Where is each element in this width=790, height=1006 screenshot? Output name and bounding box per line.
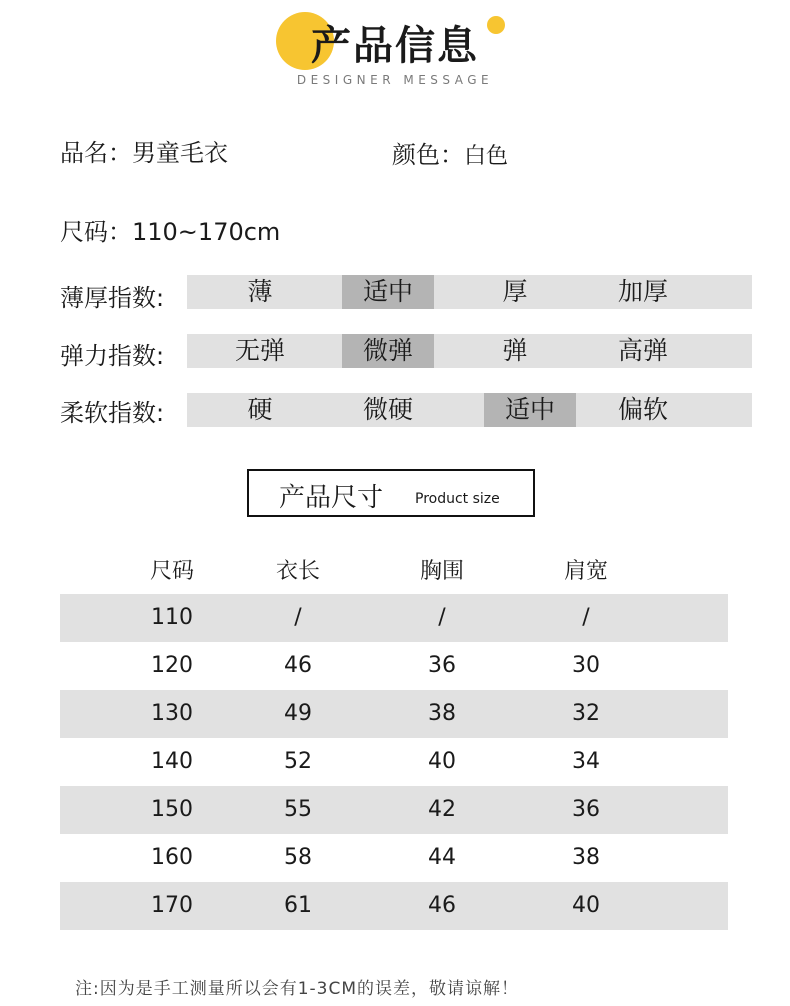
product-size-title-cn: 产品尺寸: [279, 483, 384, 513]
table-row: [60, 738, 728, 786]
softness-index-bar: [187, 393, 752, 427]
thickness-index-bar: [187, 275, 752, 309]
elasticity-option-high: 高弹: [617, 336, 668, 365]
softness-option-hard: 硬: [247, 395, 273, 424]
elasticity-index-bar: [187, 334, 752, 368]
table-cell-size: 130: [151, 701, 193, 726]
table-cell-chest: 36: [428, 653, 456, 678]
softness-option-slightly-hard: 微硬: [362, 395, 413, 424]
table-cell-chest: 40: [428, 749, 456, 774]
table-cell-size: 150: [151, 797, 193, 822]
table-cell-size: 170: [151, 893, 193, 918]
product-name-value: 男童毛衣: [132, 139, 228, 167]
table-body: [60, 594, 728, 930]
table-row: [60, 834, 728, 882]
softness-option-medium: 适中: [484, 393, 576, 427]
table-cell-size: 140: [151, 749, 193, 774]
product-size-value: 110~170cm: [132, 218, 281, 246]
product-size-line: [60, 212, 280, 247]
thickness-option-thin: 薄: [247, 277, 273, 306]
table-header-shoulder: 肩宽: [563, 559, 608, 584]
table-cell-length: 61: [284, 893, 312, 918]
table-cell-shoulder: /: [582, 605, 590, 630]
table-row: [60, 690, 728, 738]
table-row: [60, 642, 728, 690]
table-row: [60, 882, 728, 930]
size-table: [60, 550, 728, 930]
table-header-length: 衣长: [275, 559, 320, 584]
table-cell-size: 160: [151, 845, 193, 870]
table-cell-shoulder: 38: [572, 845, 600, 870]
table-cell-chest: /: [438, 605, 446, 630]
elasticity-index-label: 弹力指数:: [60, 342, 165, 370]
table-cell-shoulder: 30: [572, 653, 600, 678]
product-size-label: 尺码：: [60, 218, 132, 246]
elasticity-option-elastic: 弹: [502, 336, 528, 365]
softness-option-soft: 偏软: [617, 395, 668, 424]
table-cell-chest: 38: [428, 701, 456, 726]
table-cell-shoulder: 36: [572, 797, 600, 822]
table-cell-length: /: [294, 605, 302, 630]
table-cell-size: 110: [151, 605, 193, 630]
table-cell-length: 58: [284, 845, 312, 870]
thickness-index-label: 薄厚指数:: [60, 284, 165, 312]
page-subtitle: DESIGNER MESSAGE: [296, 73, 494, 87]
product-color-label: 颜色：: [392, 141, 464, 169]
thickness-option-extra-thick: 加厚: [617, 277, 668, 306]
elasticity-option-none: 无弹: [234, 336, 285, 365]
table-header-row: [60, 550, 728, 594]
product-color-line: [392, 135, 508, 170]
table-cell-chest: 46: [428, 893, 456, 918]
table-cell-shoulder: 40: [572, 893, 600, 918]
product-color-value: 白色: [464, 144, 509, 169]
table-cell-length: 49: [284, 701, 312, 726]
product-size-heading: [247, 469, 535, 517]
table-cell-shoulder: 34: [572, 749, 600, 774]
thickness-option-medium: 适中: [342, 275, 434, 309]
table-cell-chest: 42: [428, 797, 456, 822]
product-name-line: [60, 133, 228, 168]
elasticity-option-slight: 微弹: [342, 334, 434, 368]
table-cell-length: 55: [284, 797, 312, 822]
table-header-chest: 胸围: [419, 559, 464, 584]
table-header-size: 尺码: [149, 559, 194, 584]
thickness-option-thick: 厚: [502, 277, 528, 306]
table-row: [60, 594, 728, 642]
table-cell-length: 46: [284, 653, 312, 678]
softness-index-label: 柔软指数:: [60, 399, 165, 427]
product-size-title-en: Product size: [415, 491, 500, 507]
product-name-label: 品名：: [60, 139, 132, 167]
table-row: [60, 786, 728, 834]
table-cell-chest: 44: [428, 845, 456, 870]
table-cell-length: 52: [284, 749, 312, 774]
table-cell-shoulder: 32: [572, 701, 600, 726]
table-cell-size: 120: [151, 653, 193, 678]
page-title: 产品信息: [311, 23, 479, 69]
measurement-footnote: 注:因为是手工测量所以会有1-3CM的误差，敬请谅解！: [75, 979, 520, 999]
